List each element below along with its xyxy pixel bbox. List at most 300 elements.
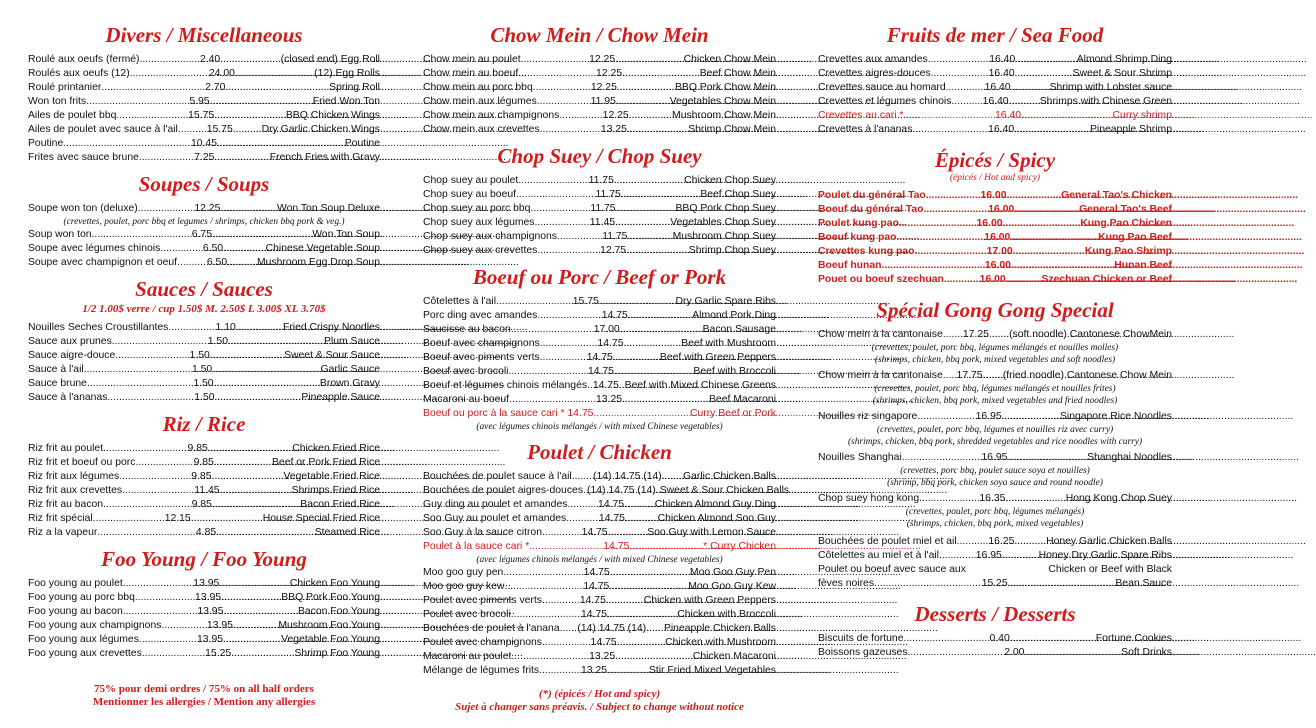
menu-item — [423, 512, 776, 526]
item-price: 9.85 — [191, 471, 212, 482]
item-fr: Nouilles riz singapore — [818, 411, 918, 422]
item-fr: Poulet du général Tao — [818, 190, 926, 201]
item-fr: Poulet kung pao — [818, 218, 899, 229]
item-fr: Riz frit au poulet — [28, 443, 104, 454]
menu-item — [818, 123, 1172, 137]
menu-item — [28, 123, 380, 137]
riz-list — [28, 442, 380, 540]
section-title-divers: Divers / Miscellaneous — [105, 23, 303, 47]
item-price: 16.40 — [984, 82, 1011, 93]
item-price: 14.75 — [583, 581, 610, 592]
item-price: 16.95 — [975, 550, 1002, 561]
item-price: (14) 14.75 (14) — [593, 471, 662, 482]
item-price: 10.45 — [190, 138, 217, 149]
item-price: 16.00 — [984, 232, 1011, 243]
item-fr: Chop suey hong kong — [818, 493, 920, 504]
menu-item — [423, 393, 776, 407]
item-en: Beef with Green Peppers — [659, 352, 776, 363]
item-fr: Riz frit et boeuf ou porc — [28, 457, 136, 468]
item-price: 15.75 — [188, 110, 215, 121]
menu-item — [423, 608, 776, 622]
item-en: Chicken Almond Soo Guy — [657, 513, 776, 524]
item-en: Shrimp Foo Young — [294, 648, 380, 659]
menu-item — [423, 174, 776, 188]
item-en: Soft Drinks — [1121, 647, 1172, 658]
item-en: General Tao's Beef — [1079, 204, 1173, 215]
menu-item — [423, 244, 776, 258]
item-en: Beef with Mushroom — [681, 338, 777, 349]
menu-item — [818, 231, 1172, 245]
menu-item — [28, 605, 380, 619]
item-price: 2.70 — [205, 82, 226, 93]
item-en: Sweet & Sour Shrimp — [1072, 68, 1172, 79]
item-fr: Foo young aux crevettes — [28, 648, 142, 659]
item-note: (avec légumes chinois mélangés / with mixed Chinese vegetables) — [476, 422, 723, 432]
item-price: 16.40 — [995, 110, 1022, 121]
menu-item — [423, 67, 776, 81]
menu-item — [818, 217, 1172, 231]
half-orders-note: 75% pour demi ordres / 75% on all half orders — [94, 683, 314, 695]
item-en: * Curry Chicken — [703, 541, 776, 552]
item-en: BBQ Pork Chow Mein — [674, 82, 777, 93]
epices-list — [818, 189, 1172, 287]
item-fr: fèves noires — [818, 578, 875, 589]
menu-item — [818, 273, 1172, 287]
item-fr: Boissons gazeuses — [818, 647, 908, 658]
item-price: 17.75.......(fried noodle) Cantonese Chow Mein — [956, 370, 1172, 381]
item-fr: Ailes de poulet bbq — [28, 110, 117, 121]
menu-column-1 — [28, 22, 380, 709]
item-fr: Macaroni au poulet — [423, 651, 512, 662]
item-fr: Crevettes au cari * — [818, 110, 904, 121]
item-fr: Boeuf avec piments verts — [423, 352, 540, 363]
item-en: Bacon Foo Young — [297, 606, 380, 617]
item-fr: Chow mein au boeuf — [423, 68, 519, 79]
menu-item — [28, 633, 380, 647]
menu-item — [423, 636, 776, 650]
item-en: Shrimps with Chinese Green — [1039, 96, 1172, 107]
item-price: 13.95 — [197, 606, 224, 617]
section-title-boeuf: Boeuf ou Porc / Beef or Pork — [472, 265, 727, 289]
menu-item — [423, 323, 776, 337]
item-price: 5.95 — [189, 96, 210, 107]
item-fr: Boeuf avec brocoli — [423, 366, 509, 377]
epices-subtitle: (épicés / Hot and spicy) — [949, 173, 1041, 183]
item-en: Spring Roll — [329, 82, 380, 93]
item-fr: Moo goo guy kew — [423, 581, 505, 592]
fruits-list — [818, 53, 1172, 137]
item-en: Shrimp Chop Suey — [688, 245, 776, 256]
item-price: 12.25 — [596, 68, 623, 79]
item-price: 17.25 ......(soft noodle) Cantonese ChowMein — [962, 329, 1172, 340]
item-price: 12.25 — [602, 110, 629, 121]
item-en: Kung Pao Beef — [1098, 232, 1172, 243]
item-price: 13.25 — [596, 394, 623, 405]
menu-item — [818, 189, 1172, 203]
item-price: 16.00 — [984, 260, 1011, 271]
item-en: Mushroom Chow Mein — [672, 110, 776, 121]
item-en: House Special Fried Rice — [262, 513, 380, 524]
menu-item — [423, 337, 776, 351]
item-price: (14) 14.75 (14) — [587, 485, 656, 496]
item-note-fr: (crevettes, poulet, porc bbq, légumes mélangés et nouilles frites) — [874, 384, 1116, 394]
item-price: 11.75 — [595, 189, 621, 200]
menu-item — [28, 81, 380, 95]
item-price: 16.95 — [981, 452, 1008, 463]
item-en: Shrimp with Lobster sauce — [1049, 82, 1172, 93]
item-en: Moo Goo Guy Pen — [689, 567, 776, 578]
section-title-riz: Riz / Rice — [162, 412, 246, 436]
item-note-fr: (crevettes, poulet, porc bbq, légumes mélangés et nouilles molles) — [871, 343, 1119, 353]
item-en: Bacon Fried Rice — [300, 499, 380, 510]
menu-item — [423, 351, 776, 365]
item-price: 14.75 — [592, 380, 619, 391]
item-price: 7.25 — [194, 152, 215, 163]
item-note: (crevettes, poulet, porc bbq et legumes / shrimps, chicken bbq pork & veg.) — [63, 217, 345, 227]
item-en: Soo Guy with Lemon Sauce — [647, 527, 776, 538]
item-en: Almond Shrimp Ding — [1076, 54, 1172, 65]
item-price: 14.75 — [586, 352, 613, 363]
menu-item — [818, 245, 1172, 259]
item-price: 1.50 — [207, 336, 228, 347]
item-price: 14.75 — [590, 637, 617, 648]
item-en: Steamed Rice — [314, 527, 380, 538]
item-fr: Poulet avec piments verts — [423, 595, 542, 606]
item-fr: Poulet avec brocoli — [423, 609, 511, 620]
item-en: Garlic Chicken Balls — [683, 471, 776, 482]
item-price: 12.75 — [600, 245, 627, 256]
section-title-desserts: Desserts / Desserts — [914, 602, 1076, 626]
menu-item — [28, 512, 380, 526]
menu-item — [818, 451, 1172, 465]
menu-item — [28, 349, 380, 363]
item-price: 14.75 — [583, 567, 610, 578]
item-en: Plum Sauce — [323, 336, 380, 347]
menu-item — [423, 230, 776, 244]
item-en: Beef Chow Mein — [699, 68, 776, 79]
item-fr: Moo goo guy pen — [423, 567, 504, 578]
item-fr: Bouchées de poulet sauce à l'ail — [423, 471, 572, 482]
item-en: Honey Garlic Chicken Balls — [1046, 536, 1172, 547]
chopsuey-list — [423, 174, 776, 258]
item-en: Hunan Beef — [1114, 260, 1172, 271]
menu-column-3 — [818, 22, 1172, 660]
item-fr: Pouet ou boeuf szechuan — [818, 274, 944, 285]
item-price: 12.25 — [589, 54, 616, 65]
menu-item — [423, 580, 776, 594]
item-price: 15.75 — [572, 296, 599, 307]
menu-item — [423, 53, 776, 67]
menu-item — [28, 498, 380, 512]
item-price: 11.45 — [589, 217, 615, 228]
item-price: 4.85 — [195, 527, 217, 538]
item-en: Szechuan Chicken or Beef — [1041, 274, 1172, 285]
item-en: Mushroom Egg Drop Soup — [256, 257, 380, 268]
item-price: 16.00 — [988, 204, 1015, 215]
item-fr: Riz a la vapeur — [28, 527, 98, 538]
menu-item — [28, 619, 380, 633]
item-fr: Soo Guy au poulet et amandes — [423, 513, 567, 524]
item-note-fr: (crevettes, poulet, porc bbq, légumes et nouilles riz avec curry) — [876, 425, 1114, 435]
item-en: Chicken Chop Suey — [684, 175, 776, 186]
menu-item — [818, 535, 1172, 549]
item-price: 14.75 — [567, 408, 594, 419]
item-price: 14.75 — [587, 366, 614, 377]
item-fr: Soup won ton — [28, 229, 92, 240]
item-en: Chicken with Broccoli — [677, 609, 776, 620]
menu-item — [28, 484, 380, 498]
menu-item — [423, 594, 776, 608]
menu-item — [28, 137, 380, 151]
item-price: 1.50 — [193, 378, 214, 389]
item-en: Dry Garlic Spare Ribs — [675, 296, 776, 307]
desserts-list — [818, 632, 1172, 660]
item-fr: Nouilles Shanghai — [818, 452, 902, 463]
item-price: 11.75 — [590, 203, 616, 214]
item-en: Brown Gravy — [319, 378, 380, 389]
item-en: French Fries with Gravy — [269, 152, 380, 163]
item-en: Curry shrimp — [1112, 110, 1172, 121]
item-fr: Roulés aux oeufs (12) — [28, 68, 130, 79]
item-en: Pineapple Chicken Balls — [663, 623, 776, 634]
item-fr: Boeuf kung pao — [818, 232, 897, 243]
menu-item — [28, 53, 380, 67]
item-en: Kung Pao Chicken — [1080, 218, 1172, 229]
menu-item — [423, 498, 776, 512]
item-fr: Saucisse au bacon — [423, 324, 511, 335]
menu-item — [423, 526, 776, 540]
item-fr: Sauce aigre-douce — [28, 350, 116, 361]
item-fr: Soupe avec champignon et oeuf — [28, 257, 178, 268]
item-en: Chicken with Mushroom — [665, 637, 776, 648]
item-price: 15.75 — [206, 124, 233, 135]
item-price: 13.95 — [195, 592, 222, 603]
menu-item — [28, 242, 380, 256]
item-price: 14.75 — [603, 541, 630, 552]
item-en: Kung Pao Shrimp — [1084, 246, 1172, 257]
item-en: Chicken Chow Mein — [683, 54, 776, 65]
item-en: Chinese Vegetable Soup — [265, 243, 380, 254]
item-price: 16.35 — [979, 493, 1006, 504]
item-fr: Poulet avec champignons — [423, 637, 542, 648]
menu-item — [28, 335, 380, 349]
section-title-chowmein: Chow Mein / Chow Mein — [490, 23, 709, 47]
item-price: 6.75 — [191, 229, 212, 240]
item-price: 14.75 — [581, 527, 608, 538]
item-en: Curry Beef or Pork — [689, 408, 776, 419]
item-price: 14.75 — [597, 338, 624, 349]
item-fr: Boeuf hunan — [818, 260, 882, 271]
fooyoung-list — [28, 577, 380, 661]
item-note-en: (shrimps, chicken, bbq pork, mixed vegetables) — [906, 519, 1084, 529]
item-fr: Côtelettes à l'ail — [423, 296, 497, 307]
item-fr: Boeuf du général Tao — [818, 204, 924, 215]
item-fr: Crevettes sauce au homard — [818, 82, 946, 93]
item-en: Vegetable Foo Young — [281, 634, 380, 645]
item-fr: Riz frit aux légumes — [28, 471, 120, 482]
menu-item — [423, 109, 776, 123]
item-price: 9.85 — [191, 499, 212, 510]
item-price: 1.10 — [215, 322, 236, 333]
item-en: Beef with Mixed Chinese Greens — [624, 380, 776, 391]
item-fr: Boeuf ou porc à la sauce cari * — [423, 408, 565, 419]
item-fr: Boeuf avec champignons — [423, 338, 540, 349]
poulet-list — [423, 470, 790, 678]
menu-item — [423, 664, 776, 678]
item-en: Vegetables Chop Suey — [670, 217, 776, 228]
item-price: 9.85 — [187, 443, 208, 454]
item-price: 13.25 — [581, 665, 608, 676]
menu-column-2 — [423, 22, 790, 714]
item-price: 1.50 — [189, 350, 210, 361]
item-en: Bean Sauce — [1115, 578, 1172, 589]
item-price: 16.40 — [988, 124, 1015, 135]
item-en: Beef with Broccoli — [693, 366, 776, 377]
item-price: 6.50 — [206, 257, 228, 268]
menu-item — [28, 363, 380, 377]
menu-item — [818, 492, 1172, 506]
menu-item — [818, 646, 1172, 660]
item-price: 9.85 — [193, 457, 214, 468]
item-price: 13.95 — [197, 634, 224, 645]
item-fr: Côtelettes au miel et à l'ail — [818, 550, 939, 561]
item-price: 2.40 — [199, 54, 221, 65]
allergies-note: Mentionner les allergies / Mention any allergies — [92, 696, 316, 708]
item-en: Vegetable Fried Rice — [283, 471, 380, 482]
item-fr: Chow mein aux champignons — [423, 110, 560, 121]
item-en: Fortune Cookies — [1095, 633, 1172, 644]
item-fr: Foo young au poulet — [28, 578, 123, 589]
item-en: Chicken Foo Young — [289, 578, 380, 589]
item-fr: Chow mein au poulet — [423, 54, 521, 65]
item-price: 14.75 — [598, 513, 625, 524]
item-en: Hong Kong Chop Suey — [1065, 493, 1173, 504]
item-price: 14.75 — [601, 310, 628, 321]
item-fr: Crevettes aigres-douces — [818, 68, 931, 79]
menu-item — [818, 632, 1172, 646]
menu-item — [28, 391, 380, 405]
menu-item — [818, 81, 1172, 95]
item-price: 16.00 — [976, 218, 1003, 229]
item-price: 0.40 — [989, 633, 1010, 644]
item-price: 16.40 — [988, 68, 1015, 79]
item-fr: Poulet à la sauce cari * — [423, 541, 530, 552]
item-price: 15.25 — [205, 648, 232, 659]
item-en: Vegetables Chow Mein — [669, 96, 776, 107]
item-fr: Chow mein aux légumes — [423, 96, 537, 107]
item-fr: Chop suey aux crevettes — [423, 245, 538, 256]
item-fr: Chop suey au porc bbq — [423, 203, 531, 214]
item-en: Bacon Sausage — [702, 324, 776, 335]
item-fr: Foo young aux champignons — [28, 620, 162, 631]
item-en: Won Ton Soup Deluxe — [276, 203, 380, 214]
item-fr: Guy ding au poulet et amandes — [423, 499, 568, 510]
item-fr: Sauce à l'ananas — [28, 392, 108, 403]
item-en: Fried Crispy Noodles — [282, 322, 380, 333]
item-en: Sweet & Sour Sauce — [284, 350, 380, 361]
item-en: Mushroom Foo Young — [278, 620, 380, 631]
item-en: Mushroom Chop Suey — [672, 231, 777, 242]
boeuf-list — [423, 295, 776, 433]
item-fr: Riz frit spécial — [28, 513, 93, 524]
section-title-sauces: Sauces / Sauces — [135, 277, 273, 301]
item-price: 12.25 — [194, 203, 221, 214]
item-price: 16.00 — [980, 190, 1007, 201]
special-list — [818, 328, 1172, 591]
item-fr: Sauce aux prunes — [28, 336, 112, 347]
menu-item — [28, 470, 380, 484]
item-en: BBQ Pork Chop Suey — [675, 203, 776, 214]
item-en: Dry Garlic Chicken Wings — [261, 124, 380, 135]
menu-item — [423, 81, 776, 95]
menu-item — [423, 216, 776, 230]
item-fr: Chop suey aux champignons — [423, 231, 558, 242]
menu-item — [423, 622, 776, 636]
item-fr: Bouchées de poulet miel et ail — [818, 536, 957, 547]
item-price: 14.75 — [581, 609, 608, 620]
item-fr: Foo young au bacon — [28, 606, 123, 617]
item-price: 13.95 — [193, 578, 220, 589]
item-fr: Bouchées de poulet à l'anana — [423, 623, 560, 634]
item-en: Poutine — [344, 138, 380, 149]
item-price: 11.75 — [588, 175, 614, 186]
item-price: 24.00 — [208, 68, 235, 79]
menu-item-curry — [423, 407, 776, 421]
section-title-fruits: Fruits de mer / Sea Food — [886, 23, 1104, 47]
item-en: Almond Pork Ding — [692, 310, 776, 321]
item-fr: Macaroni au boeuf — [423, 394, 510, 405]
menu-item — [28, 456, 380, 470]
item-en: BBQ Pork Foo Young — [281, 592, 380, 603]
menu-item — [818, 259, 1172, 273]
item-fr: Chop suey aux légumes — [423, 217, 535, 228]
menu-item — [423, 650, 776, 664]
item-fr: Soupe won ton (deluxe) — [28, 203, 138, 214]
item-price: 16.40 — [982, 96, 1009, 107]
menu-item — [818, 67, 1172, 81]
item-en: Beef Chop Suey — [700, 189, 776, 200]
item-en: Moo Goo Guy Kew — [688, 581, 776, 592]
item-price: 13.25 — [589, 651, 616, 662]
item-fr: Sauce brune — [28, 378, 87, 389]
item-fr: Biscuits de fortune — [818, 633, 904, 644]
item-en: Shanghai Noodles — [1087, 452, 1172, 463]
chowmein-list — [423, 53, 776, 137]
item-fr: Mélange de légumes frits — [423, 665, 540, 676]
item-fr: Chop suey au boeuf — [423, 189, 517, 200]
menu-item — [28, 526, 380, 540]
item-fr: Chow mein à la cantonaise — [818, 370, 943, 381]
item-en: Chicken Almond Guy Ding — [654, 499, 776, 510]
item-fr: Ailes de poulet avec sauce à l'ail — [28, 124, 178, 135]
section-title-fooyoung: Foo Young / Foo Young — [101, 547, 307, 571]
item-en: Singapore Rice Noodles — [1059, 411, 1173, 422]
item-price: 13.25 — [600, 124, 627, 135]
menu-item-curry — [818, 109, 1172, 123]
menu-item — [28, 377, 380, 391]
menu-item-line — [818, 563, 1172, 577]
item-en: (12) Egg Rolls — [314, 68, 380, 79]
item-fr: Soupe avec légumes chinois — [28, 243, 161, 254]
menu-item — [818, 53, 1172, 67]
item-en: BBQ Chicken Wings — [285, 110, 380, 121]
item-fr: Roulé aux oeufs (fermé) — [28, 54, 140, 65]
item-price: 1.50 — [194, 392, 215, 403]
menu-item — [423, 188, 776, 202]
soupes-list — [28, 202, 380, 270]
menu-item — [818, 410, 1172, 424]
item-note-fr: (crevettes, porc bbq, poulet sauce soya et nouilles) — [900, 466, 1090, 476]
